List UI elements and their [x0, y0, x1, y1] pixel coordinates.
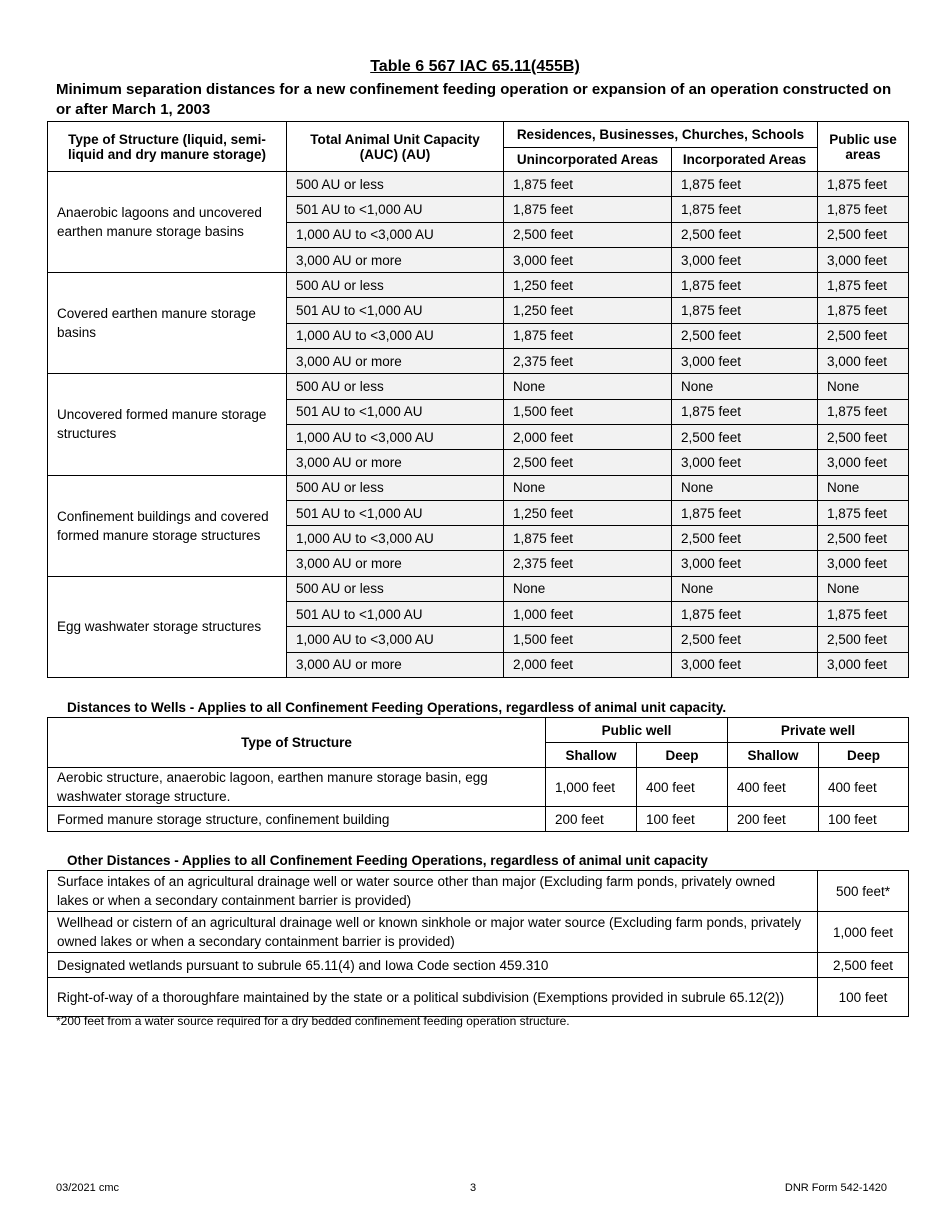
capacity-cell: 3,000 AU or more — [287, 450, 504, 475]
distance-cell: 1,875 feet — [672, 172, 818, 197]
distance-cell: 1,875 feet — [672, 298, 818, 323]
distance-cell: 2,500 feet — [672, 627, 818, 652]
distance-cell: 1,250 feet — [504, 273, 672, 298]
structure-type-cell: Egg washwater storage structures — [48, 576, 287, 677]
distance-cell: 2,500 feet — [504, 450, 672, 475]
wells-structure-cell: Aerobic structure, anaerobic lagoon, earthen manure storage basin, egg washwater storage structure. — [48, 768, 546, 807]
table-row — [48, 912, 909, 953]
distance-cell: None — [504, 475, 672, 500]
header-residences: Residences, Businesses, Churches, Schools — [504, 122, 818, 148]
capacity-cell: 1,000 AU to <3,000 AU — [287, 323, 504, 348]
table-row — [48, 953, 909, 978]
capacity-cell: 500 AU or less — [287, 475, 504, 500]
distance-cell: 1,000 feet — [504, 602, 672, 627]
page-number: 3 — [470, 1182, 477, 1194]
distance-cell: 3,000 feet — [672, 349, 818, 374]
capacity-cell: 3,000 AU or more — [287, 349, 504, 374]
distance-cell: None — [672, 576, 818, 601]
footer-date: 03/2021 cmc — [56, 1182, 119, 1194]
distance-cell: 1,250 feet — [504, 500, 672, 525]
distance-cell: 1,875 feet — [818, 399, 909, 424]
distance-cell: 1,875 feet — [504, 197, 672, 222]
capacity-cell: 1,000 AU to <3,000 AU — [287, 526, 504, 551]
distance-cell: 400 feet — [728, 768, 819, 807]
capacity-cell: 1,000 AU to <3,000 AU — [287, 222, 504, 247]
distance-cell: 1,875 feet — [504, 323, 672, 348]
distance-cell: 3,000 feet — [672, 450, 818, 475]
capacity-cell: 3,000 AU or more — [287, 247, 504, 272]
distance-cell: 1,000 feet — [818, 912, 909, 953]
header-incorporated-areas: Incorporated Areas — [672, 148, 818, 172]
distance-cell: 1,875 feet — [672, 197, 818, 222]
table-row — [48, 871, 909, 912]
wells-distance-table — [47, 717, 909, 832]
distance-cell: 400 feet — [637, 768, 728, 807]
distance-cell: 2,500 feet — [672, 424, 818, 449]
header-wells-structure-type: Type of Structure — [48, 718, 546, 768]
distance-cell: 2,500 feet — [504, 222, 672, 247]
other-distance-description: Wellhead or cistern of an agricultural drainage well or known sinkhole or major water source (Excluding farm ponds, privately owned lakes or when a secondary containment barrier is provided) — [48, 912, 818, 953]
distance-cell: 2,500 feet — [672, 323, 818, 348]
other-distance-description: Right-of-way of a thoroughfare maintained by the state or a political subdivision (Exemptions provided in subrule 65.12(2)) — [48, 978, 818, 1017]
other-distance-description: Designated wetlands pursuant to subrule 65.11(4) and Iowa Code section 459.310 — [48, 953, 818, 978]
distance-cell: 3,000 feet — [818, 247, 909, 272]
distance-cell: 3,000 feet — [818, 551, 909, 576]
distance-cell: 3,000 feet — [504, 247, 672, 272]
capacity-cell: 500 AU or less — [287, 576, 504, 601]
table-row — [48, 576, 909, 601]
distance-cell: 3,000 feet — [672, 652, 818, 677]
header-animal-unit-capacity: Total Animal Unit Capacity (AUC) (AU) — [287, 122, 504, 172]
capacity-cell: 501 AU to <1,000 AU — [287, 298, 504, 323]
distance-cell: None — [504, 576, 672, 601]
distance-cell: 2,000 feet — [504, 424, 672, 449]
distance-cell: 1,875 feet — [672, 399, 818, 424]
distance-cell: 1,875 feet — [818, 172, 909, 197]
header-public-use-areas: Public use areas — [818, 122, 909, 172]
distance-cell: 2,375 feet — [504, 551, 672, 576]
wells-structure-cell: Formed manure storage structure, confinement building — [48, 807, 546, 832]
distance-cell: None — [672, 475, 818, 500]
distance-cell: 100 feet — [818, 978, 909, 1017]
page-title: Table 6 567 IAC 65.11(455B) — [370, 58, 580, 75]
distance-cell: 2,500 feet — [818, 222, 909, 247]
distance-cell: 3,000 feet — [818, 349, 909, 374]
distance-cell: 1,875 feet — [672, 273, 818, 298]
table-row — [48, 374, 909, 399]
header-private-deep: Deep — [819, 743, 909, 768]
distance-cell: None — [818, 576, 909, 601]
distance-cell: 3,000 feet — [818, 652, 909, 677]
distance-cell: 2,500 feet — [818, 526, 909, 551]
table-subtitle: Minimum separation distances for a new confinement feeding operation or expansion of an operation constructed on or after March 1, 2003 — [56, 81, 892, 118]
distance-cell: 1,500 feet — [504, 627, 672, 652]
distance-cell: 100 feet — [637, 807, 728, 832]
distance-cell: 3,000 feet — [672, 551, 818, 576]
table-row — [48, 475, 909, 500]
header-public-shallow: Shallow — [546, 743, 637, 768]
other-distances-table — [47, 870, 909, 1017]
distance-cell: 1,875 feet — [818, 298, 909, 323]
distance-cell: 2,500 feet — [818, 323, 909, 348]
header-structure-type: Type of Structure (liquid, semi-liquid and dry manure storage) — [48, 122, 287, 172]
distance-cell: None — [672, 374, 818, 399]
distance-cell: 1,000 feet — [546, 768, 637, 807]
distance-cell: 500 feet* — [818, 871, 909, 912]
distance-cell: 2,500 feet — [672, 526, 818, 551]
header-public-deep: Deep — [637, 743, 728, 768]
distance-cell: 1,250 feet — [504, 298, 672, 323]
table-row — [48, 807, 909, 832]
distance-cell: 400 feet — [819, 768, 909, 807]
header-public-well: Public well — [546, 718, 728, 743]
distance-cell: 1,875 feet — [818, 500, 909, 525]
distance-cell: 3,000 feet — [818, 450, 909, 475]
distance-cell: 2,500 feet — [818, 953, 909, 978]
capacity-cell: 501 AU to <1,000 AU — [287, 500, 504, 525]
table-row — [48, 273, 909, 298]
table-row — [48, 978, 909, 1017]
distance-cell: 2,000 feet — [504, 652, 672, 677]
capacity-cell: 1,000 AU to <3,000 AU — [287, 424, 504, 449]
header-unincorporated-areas: Unincorporated Areas — [504, 148, 672, 172]
capacity-cell: 500 AU or less — [287, 374, 504, 399]
other-distances-section-title: Other Distances - Applies to all Confinement Feeding Operations, regardless of animal unit capacity — [67, 853, 708, 868]
distance-cell: None — [818, 374, 909, 399]
distance-cell: 200 feet — [546, 807, 637, 832]
table-row — [48, 172, 909, 197]
distance-cell: 200 feet — [728, 807, 819, 832]
capacity-cell: 500 AU or less — [287, 273, 504, 298]
distance-cell: 2,500 feet — [818, 424, 909, 449]
structure-type-cell: Confinement buildings and covered formed manure storage structures — [48, 475, 287, 576]
distance-cell: 1,875 feet — [818, 602, 909, 627]
distance-cell: 2,500 feet — [672, 222, 818, 247]
capacity-cell: 501 AU to <1,000 AU — [287, 197, 504, 222]
structure-type-cell: Covered earthen manure storage basins — [48, 273, 287, 374]
distance-cell: 1,875 feet — [818, 273, 909, 298]
capacity-cell: 501 AU to <1,000 AU — [287, 399, 504, 424]
distance-cell: 1,875 feet — [504, 172, 672, 197]
capacity-cell: 500 AU or less — [287, 172, 504, 197]
capacity-cell: 3,000 AU or more — [287, 551, 504, 576]
form-number: DNR Form 542-1420 — [784, 1182, 887, 1194]
distance-cell: 1,875 feet — [818, 197, 909, 222]
header-private-well: Private well — [728, 718, 909, 743]
structure-type-cell: Uncovered formed manure storage structures — [48, 374, 287, 475]
distance-cell: 2,500 feet — [818, 627, 909, 652]
wells-section-title: Distances to Wells - Applies to all Confinement Feeding Operations, regardless of animal unit capacity. — [67, 700, 727, 715]
separation-distance-table — [47, 121, 909, 678]
distance-cell: 1,875 feet — [504, 526, 672, 551]
structure-type-cell: Anaerobic lagoons and uncovered earthen manure storage basins — [48, 172, 287, 273]
table-row — [48, 768, 909, 807]
capacity-cell: 3,000 AU or more — [287, 652, 504, 677]
distance-cell: 100 feet — [819, 807, 909, 832]
capacity-cell: 501 AU to <1,000 AU — [287, 602, 504, 627]
distance-cell: 1,875 feet — [672, 500, 818, 525]
header-private-shallow: Shallow — [728, 743, 819, 768]
capacity-cell: 1,000 AU to <3,000 AU — [287, 627, 504, 652]
distance-cell: 3,000 feet — [672, 247, 818, 272]
distance-cell: 1,875 feet — [672, 602, 818, 627]
other-distance-description: Surface intakes of an agricultural drainage well or water source other than major (Excluding farm ponds, privately owned lakes or when a secondary containment barrier is provided) — [48, 871, 818, 912]
distance-cell: 1,500 feet — [504, 399, 672, 424]
distance-cell: 2,375 feet — [504, 349, 672, 374]
distance-cell: None — [504, 374, 672, 399]
distance-cell: None — [818, 475, 909, 500]
footnote: *200 feet from a water source required for a dry bedded confinement feeding operation structure. — [56, 1014, 570, 1028]
